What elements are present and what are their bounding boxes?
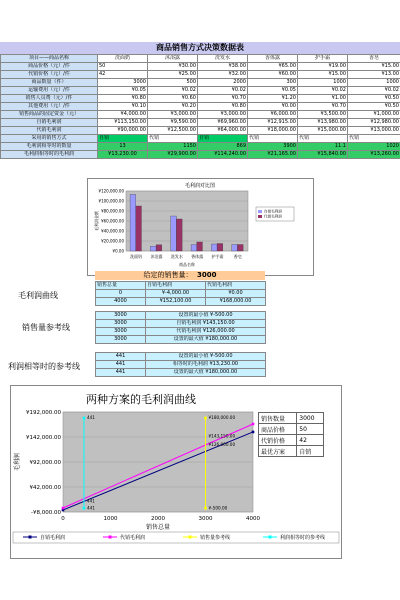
row-first-value[interactable]: ¥113,150.00: [98, 119, 148, 127]
row-value[interactable]: ¥13,980.00: [298, 119, 348, 127]
data-row: [1, 119, 400, 127]
cell[interactable]: 3000: [96, 328, 146, 336]
product-name-cell[interactable]: 洗发水: [198, 55, 248, 63]
row-label: 其他费用（元）/件: [1, 103, 98, 111]
legend-label: 自销毛利润: [40, 535, 66, 541]
row-label: 毛利润相等时的数量: [1, 143, 98, 151]
row-value[interactable]: 1000: [348, 79, 400, 87]
y-tick-label: ¥142,000.00: [26, 435, 61, 441]
side-value[interactable]: 42: [297, 435, 324, 446]
row-label: 毛利润相等时的毛利润: [1, 151, 98, 159]
row-value[interactable]: ¥0.50: [348, 103, 400, 111]
row-value[interactable]: ¥15.00: [298, 71, 348, 79]
row-label: 代销毛利润: [1, 127, 98, 135]
row-value[interactable]: ¥21,165.00: [248, 151, 298, 159]
header-cell: 代销毛利润: [206, 282, 266, 290]
x-tick-label: 沐浴露: [150, 254, 163, 259]
cell[interactable]: ¥152,100.00: [146, 298, 206, 306]
equal-ref-row: [96, 369, 266, 377]
row-value[interactable]: ¥1,000.00: [348, 111, 400, 119]
data-row: [1, 95, 400, 103]
row-value[interactable]: ¥65.00: [248, 63, 298, 71]
equal-ref-row: [96, 353, 266, 361]
cell[interactable]: 0: [96, 290, 146, 298]
row-value[interactable]: 11.1: [298, 143, 348, 151]
row-value[interactable]: ¥12,915.00: [248, 119, 298, 127]
row-value[interactable]: ¥0.00: [248, 103, 298, 111]
series-marker: [83, 417, 86, 420]
sales-ref-row: [96, 312, 266, 320]
bar: [156, 245, 162, 251]
bar: [211, 244, 217, 251]
row-first-value[interactable]: 13: [98, 143, 148, 151]
chart-title: 两种方案的毛利润曲线: [86, 393, 196, 406]
header-row: [1, 55, 400, 63]
row-value[interactable]: ¥60.00: [248, 71, 298, 79]
data-row: [1, 63, 400, 71]
legend-label: 自销毛利润: [264, 209, 282, 214]
row-value[interactable]: 代销: [348, 135, 400, 143]
row-value[interactable]: ¥0.70: [198, 95, 248, 103]
product-name-cell[interactable]: 香体露: [248, 55, 298, 63]
data-label: ¥143,150.00: [208, 433, 236, 439]
row-value[interactable]: ¥12,500.00: [148, 127, 198, 135]
row-value[interactable]: ¥3,000.00: [198, 111, 248, 119]
given-sales-bar: [95, 271, 265, 280]
row-value[interactable]: ¥0.05: [248, 87, 298, 95]
row-value[interactable]: ¥38.00: [198, 63, 248, 71]
data-label: ¥126,000.00: [208, 442, 236, 447]
row-value[interactable]: ¥6,000.00: [248, 111, 298, 119]
y-tick-label: ¥100,000.00: [98, 198, 124, 204]
equal-ref-row: [96, 361, 266, 369]
cell[interactable]: 3000: [96, 312, 146, 320]
row-value[interactable]: 2000: [198, 79, 248, 87]
bar: [191, 245, 197, 251]
row-value[interactable]: ¥9,590.00: [148, 119, 198, 127]
row-label: 商品数量（件）: [1, 79, 98, 87]
row-value[interactable]: 代销: [298, 135, 348, 143]
side-label: 商品价格: [259, 424, 297, 435]
y-tick-label: ¥192,000.00: [26, 410, 61, 416]
row-value[interactable]: ¥1.20: [248, 95, 298, 103]
sales-ref-row: [96, 336, 266, 344]
bar: [136, 206, 142, 251]
row-value[interactable]: ¥0.02: [348, 87, 400, 95]
row-value[interactable]: ¥13,000.00: [348, 127, 400, 135]
row-value[interactable]: ¥0.02: [198, 87, 248, 95]
row-value[interactable]: ¥15,840.00: [298, 151, 348, 159]
x-tick-label: 洗面奶: [130, 254, 143, 259]
row-value[interactable]: ¥114,240.00: [198, 151, 248, 159]
row-value[interactable]: ¥0.80: [198, 103, 248, 111]
legend-marker: [29, 536, 32, 539]
row-value[interactable]: 3900: [248, 143, 298, 151]
data-label: 441: [86, 498, 95, 504]
data-label: ¥180,000.00: [208, 415, 236, 420]
row-value[interactable]: ¥3,500.00: [298, 111, 348, 119]
row-value[interactable]: ¥13.00: [348, 71, 400, 79]
header-cell: 销售总量: [96, 282, 146, 290]
y-tick-label: -¥8,000.00: [31, 510, 61, 516]
row-value[interactable]: 1000: [298, 79, 348, 87]
cell[interactable]: 3000: [96, 336, 146, 344]
bar: [176, 219, 182, 251]
legend-marker: [189, 536, 192, 539]
row-value[interactable]: ¥12,980.00: [348, 119, 400, 127]
decision-table: [0, 54, 400, 159]
row-value[interactable]: 自销: [198, 135, 248, 143]
y-tick-label: ¥40,000.00: [101, 228, 124, 234]
row-value[interactable]: ¥0.70: [298, 103, 348, 111]
profit-curve-label: 毛利润曲线: [18, 291, 58, 300]
row-value[interactable]: ¥1.00: [298, 95, 348, 103]
bar: [237, 245, 243, 252]
side-value[interactable]: 3000: [297, 413, 324, 424]
data-row: [1, 87, 400, 95]
sheet-title: 商品销售方式决策数据表: [0, 42, 400, 54]
product-name-label: 商品名称: [49, 55, 70, 61]
data-label: 441: [86, 505, 95, 511]
row-value[interactable]: ¥15.00: [348, 63, 400, 71]
row-value[interactable]: ¥0.50: [348, 95, 400, 103]
row-value[interactable]: ¥29,900.00: [148, 151, 198, 159]
curve-row: [96, 290, 266, 298]
side-label: 销售数量: [259, 413, 297, 424]
y-tick-label: ¥20,000.00: [101, 238, 124, 244]
x-tick-label: 3000: [198, 516, 213, 522]
product-name-cell[interactable]: 香皂: [348, 55, 400, 63]
side-row: [259, 446, 324, 457]
bar: [130, 194, 136, 251]
row-value[interactable]: 500: [148, 79, 198, 87]
cell[interactable]: ¥0.00: [206, 290, 266, 298]
legend-swatch: [258, 215, 262, 218]
x-tick-label: 0: [61, 516, 65, 522]
x-tick-label: 4000: [246, 516, 260, 522]
x-tick-label: 香皂: [233, 254, 242, 259]
given-sales-value[interactable]: 3000: [196, 271, 217, 279]
row-value[interactable]: 1150: [148, 143, 198, 151]
summary-side-table: [258, 412, 324, 457]
row-value[interactable]: 1020: [348, 143, 400, 151]
sales-ref-row: [96, 328, 266, 336]
cell: 设置的最大值 ¥180,000.00: [146, 369, 266, 377]
cell[interactable]: 4000: [96, 298, 146, 306]
row-label: 销售商品的固定资金（元）: [1, 111, 98, 119]
data-label: ¥-500.00: [208, 505, 228, 511]
bar: [197, 242, 203, 251]
row-value[interactable]: ¥0.60: [148, 95, 198, 103]
x-tick-label: 2000: [151, 516, 165, 522]
header-cell: 自销毛利润: [146, 282, 206, 290]
side-row: [259, 413, 324, 424]
row-value[interactable]: ¥13,260.00: [348, 151, 400, 159]
data-row: [1, 143, 400, 151]
row-value[interactable]: ¥3,000.00: [148, 111, 198, 119]
row-value[interactable]: 869: [198, 143, 248, 151]
legend-label: 利润相等时的参考线: [280, 535, 326, 541]
cell: 设置的最小值 ¥-500.00: [146, 312, 266, 320]
side-row: [259, 435, 324, 446]
side-value[interactable]: 50: [297, 424, 324, 435]
series-marker: [252, 423, 255, 426]
y-axis-label: 毛利润金额: [94, 211, 99, 231]
y-axis-label: 毛利润: [14, 452, 21, 472]
legend-label: 代销毛利润: [120, 535, 146, 541]
row-first-value[interactable]: ¥4,000.00: [98, 111, 148, 119]
bar: [232, 245, 238, 251]
cell: 自销毛利润 ¥143,150.00: [146, 320, 266, 328]
row-value[interactable]: ¥69,960.00: [198, 119, 248, 127]
row-value[interactable]: ¥32.00: [198, 71, 248, 79]
cell[interactable]: 441: [96, 353, 146, 361]
cell[interactable]: ¥-4,000.00: [146, 290, 206, 298]
row-value[interactable]: ¥0.02: [298, 87, 348, 95]
data-row: [1, 111, 400, 119]
row-value[interactable]: 300: [248, 79, 298, 87]
row-first-value[interactable]: ¥90,000.00: [98, 127, 148, 135]
item-label: 项目: [28, 55, 39, 61]
x-tick-label: 香体露: [191, 254, 204, 259]
given-sales-label: 给定的销售量：: [143, 271, 193, 279]
profit-comparison-bar-chart: [88, 179, 313, 275]
x-tick-label: 护手霜: [211, 254, 224, 259]
sales-ref-table: [95, 311, 266, 344]
curve-row: [96, 298, 266, 306]
cell: 代销毛利润 ¥126,000.00: [146, 328, 266, 336]
legend-label: 代销毛利润: [264, 214, 282, 219]
legend-marker: [269, 536, 272, 539]
header-label-cell: 项目——商品名称: [1, 55, 98, 63]
chart-title: 毛利润对比图: [184, 183, 216, 189]
series-marker: [83, 507, 86, 510]
row-value[interactable]: ¥64,000.00: [198, 127, 248, 135]
bar: [150, 246, 156, 251]
data-row: [1, 103, 400, 111]
data-row: [1, 71, 400, 79]
series-marker: [252, 431, 255, 434]
row-value[interactable]: ¥0.02: [148, 87, 198, 95]
legend-label: 销售量参考线: [200, 535, 231, 541]
series-marker: [204, 417, 207, 420]
cell: 设置的最小值 ¥-500.00: [146, 353, 266, 361]
row-value[interactable]: 代销: [248, 135, 298, 143]
side-value[interactable]: 自销: [297, 446, 324, 457]
row-value[interactable]: 代销: [148, 135, 198, 143]
data-label: 441: [86, 415, 95, 420]
sales-ref-label: 销售量参考线: [22, 323, 70, 332]
row-value[interactable]: ¥19.00: [298, 63, 348, 71]
product-name-cell[interactable]: 洗面奶: [98, 55, 148, 63]
bar: [217, 244, 223, 252]
product-name-cell[interactable]: 护手霜: [298, 55, 348, 63]
row-value[interactable]: ¥0.20: [148, 103, 198, 111]
row-label: 商品价格（元）/件: [1, 63, 98, 71]
legend-swatch: [258, 210, 262, 213]
row-first-value[interactable]: 自销: [98, 135, 148, 143]
row-first-value[interactable]: 3000: [98, 79, 148, 87]
y-tick-label: ¥0.00: [112, 248, 124, 254]
cell[interactable]: 3000: [96, 320, 146, 328]
equal-ref-label: 利润相等时的参考线: [8, 362, 80, 371]
equal-ref-table: [95, 352, 266, 377]
row-first-value[interactable]: ¥0.05: [98, 87, 148, 95]
y-tick-label: ¥42,000.00: [29, 485, 61, 491]
series-marker: [204, 507, 207, 510]
data-row: [1, 79, 400, 87]
y-tick-label: ¥92,000.00: [29, 460, 61, 466]
y-tick-label: ¥60,000.00: [101, 218, 124, 224]
data-row: [1, 151, 400, 159]
cell: 设置的最大值 ¥180,000.00: [146, 336, 266, 344]
y-tick-label: ¥80,000.00: [101, 208, 124, 214]
legend-marker: [109, 536, 112, 539]
row-label: 销售人员费（元）/件: [1, 95, 98, 103]
cell[interactable]: 441: [96, 369, 146, 377]
y-tick-label: ¥120,000.00: [98, 188, 124, 194]
row-first-value[interactable]: 42: [98, 71, 148, 79]
x-axis-label: 商品名称: [179, 262, 195, 267]
x-tick-label: 1000: [103, 516, 118, 522]
bar-chart-panel[interactable]: [87, 178, 314, 276]
row-value[interactable]: ¥15,000.00: [298, 127, 348, 135]
data-row: [1, 127, 400, 135]
row-label: 采用的销售方式: [1, 135, 98, 143]
row-value[interactable]: ¥30.00: [148, 63, 198, 71]
bar: [171, 216, 177, 251]
data-row: [1, 135, 400, 143]
product-name-cell[interactable]: 沐浴露: [148, 55, 198, 63]
row-label: 自销毛利润: [1, 119, 98, 127]
sales-ref-row: [96, 320, 266, 328]
row-value[interactable]: ¥18,000.00: [248, 127, 298, 135]
cell[interactable]: ¥168,000.00: [206, 298, 266, 306]
row-label: 代销价格（元）/件: [1, 71, 98, 79]
row-first-value[interactable]: ¥0.80: [98, 95, 148, 103]
row-first-value[interactable]: ¥13,230.00: [98, 151, 148, 159]
row-first-value[interactable]: ¥0.10: [98, 103, 148, 111]
side-row: [259, 424, 324, 435]
cell: 相等时的毛利润 ¥13,230.00: [146, 361, 266, 369]
profit-curve-table: [95, 281, 266, 306]
side-label: 代销价格: [259, 435, 297, 446]
cell[interactable]: 441: [96, 361, 146, 369]
side-label: 最优方案: [259, 446, 297, 457]
row-first-value[interactable]: 50: [98, 63, 148, 71]
x-tick-label: 洗发水: [170, 254, 183, 259]
row-value[interactable]: ¥25.00: [148, 71, 198, 79]
row-label: 运输费用（元）/件: [1, 87, 98, 95]
series-marker: [62, 507, 65, 510]
curve-header-row: [96, 282, 266, 290]
x-axis-label: 销售总量: [145, 524, 171, 531]
